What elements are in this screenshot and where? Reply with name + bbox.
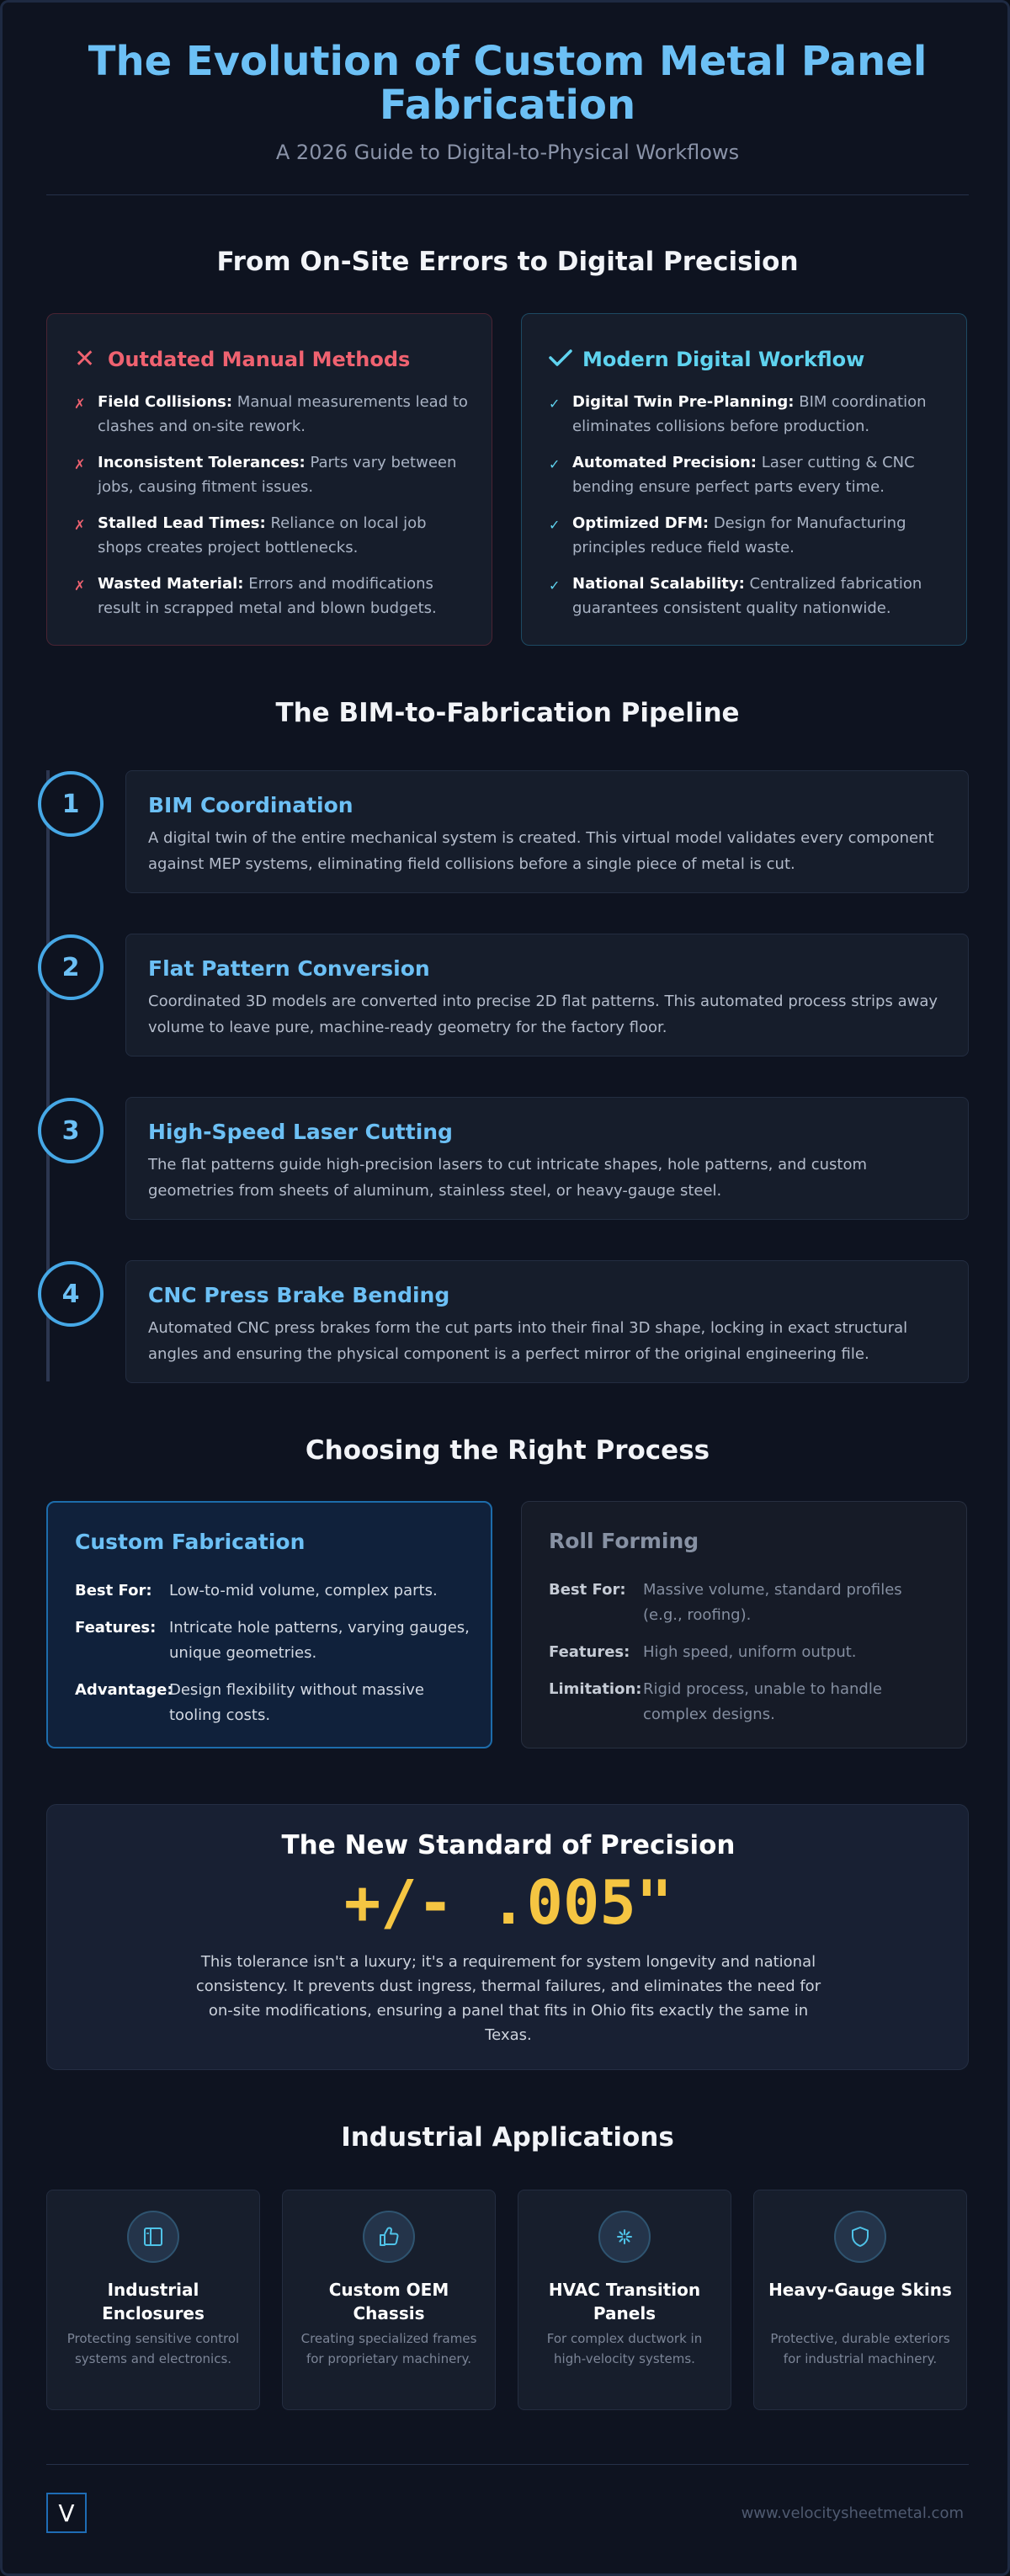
footer-divider [46,2464,969,2465]
check-mark-icon: ✓ [549,577,561,593]
header-divider [46,194,969,195]
digital-workflow-heading: Modern Digital Workflow [582,347,865,371]
process-row: Limitation: Rigid process, unable to handle complex designs. [549,1680,882,1723]
precision-value: +/- .005" [343,1867,673,1938]
pipeline-step-card [125,1260,969,1383]
step-title: Flat Pattern Conversion [148,956,430,981]
thumbs-up-icon [363,2211,415,2263]
precision-description: This tolerance isn't a luxury; it's a requirement for system longevity and national consistency. It prevents dust ingress, thermal failures, and eliminates the need for on-site modifications, ensuring a panel that fits in Ohio fits exactly the same in Texas. [195,1953,821,2044]
application-title: Heavy-Gauge Skins [768,2280,952,2300]
step-description: Automated CNC press brakes form the cut parts into their final 3D shape, locking in exact structural angles and ensuring the physical component is a perfect mirror of the original engineering file. [148,1319,908,1363]
manual-methods-heading: Outdated Manual Methods [108,347,411,371]
page-title-line1: The Evolution of Custom Metal Panel [88,38,928,85]
step-number: 3 [38,1098,104,1163]
pipeline-step-card [125,1097,969,1220]
enclosure-icon [127,2211,179,2263]
application-card [46,2190,260,2410]
process-section-title: Choosing the Right Process [305,1435,710,1466]
x-mark-icon: ✗ [74,396,86,412]
page-title-line2: Fabrication [379,82,636,129]
process-row: Features: Intricate hole patterns, varying gauges, unique geometries. [75,1619,470,1662]
step-number: 1 [38,771,104,837]
list-item: ✓ Digital Twin Pre-Planning: BIM coordination eliminates collisions before production. [549,390,944,439]
step-description: The flat patterns guide high-precision lasers to cut intricate shapes, hole patterns, and custom geometries from sheets of aluminum, stainless steel, or heavy-gauge steel. [148,1156,867,1200]
custom-fabrication-title: Custom Fabrication [75,1530,306,1554]
page-subtitle: A 2026 Guide to Digital-to-Physical Workflows [275,141,740,164]
custom-fabrication-card [46,1501,492,1748]
list-item: ✗ Wasted Material: Errors and modifications result in scrapped metal and blown budgets. [74,572,470,620]
shield-icon [834,2211,886,2263]
x-mark-icon: ✗ [74,517,86,533]
list-item: ✓ Optimized DFM: Design for Manufacturing principles reduce field waste. [549,511,944,560]
step-number: 4 [38,1261,104,1327]
applications-section-title: Industrial Applications [341,2122,674,2153]
step-title: CNC Press Brake Bending [148,1283,450,1307]
list-item: ✓ Automated Precision: Laser cutting & CNC bending ensure perfect parts every time. [549,450,944,499]
digital-workflow-card [521,313,967,646]
x-icon: ✕ [74,344,96,374]
roll-forming-title: Roll Forming [549,1529,699,1553]
application-card [282,2190,496,2410]
manual-methods-list [74,390,470,632]
precision-card [46,1804,969,2070]
process-row: Best For: Massive volume, standard profiles (e.g., roofing). [549,1581,902,1624]
application-title: HVAC Transition Panels [548,2280,701,2323]
process-row: Advantage: Design flexibility without massive tooling costs. [75,1681,424,1724]
page-title [3,40,1010,127]
application-description: For complex ductwork in high-velocity systems. [546,2331,703,2366]
x-mark-icon: ✗ [74,577,86,593]
pipeline-section-title: The BIM-to-Fabrication Pipeline [275,698,740,728]
snowflake-icon [598,2211,651,2263]
application-card [753,2190,967,2410]
footer-url[interactable]: www.velocitysheetmetal.com [741,2504,964,2522]
comparison-section-title: From On-Site Errors to Digital Precision [216,247,799,277]
application-title: Custom OEM Chassis [328,2280,449,2323]
step-description: Coordinated 3D models are converted into precise 2D flat patterns. This automated process strips away volume to leave pure, machine-ready geometry for the factory floor. [148,993,938,1036]
process-row: Best For: Low-to-mid volume, complex parts. [75,1582,438,1599]
check-mark-icon: ✓ [549,517,561,533]
check-mark-icon: ✓ [549,456,561,472]
application-description: Creating specialized frames for proprietary machinery. [300,2331,477,2366]
roll-forming-card [521,1501,967,1748]
step-number: 2 [38,934,104,1000]
application-card [518,2190,731,2410]
step-title: High-Speed Laser Cutting [148,1120,453,1144]
precision-title: The New Standard of Precision [281,1830,736,1860]
application-description: Protective, durable exteriors for industrial machinery. [770,2331,950,2366]
list-item: ✓ National Scalability: Centralized fabrication guarantees consistent quality nationwide. [549,572,944,620]
digital-workflow-list [549,390,944,632]
application-title: Industrial Enclosures [102,2280,205,2323]
check-icon [549,344,582,374]
x-mark-icon: ✗ [74,456,86,472]
list-item: ✗ Inconsistent Tolerances: Parts vary between jobs, causing fitment issues. [74,450,470,499]
list-item: ✗ Stalled Lead Times: Reliance on local job shops creates project bottlenecks. [74,511,470,560]
application-description: Protecting sensitive control systems and electronics. [66,2331,240,2366]
brand-logo: V [46,2493,87,2533]
pipeline-step-card [125,934,969,1056]
check-mark-icon: ✓ [549,396,561,412]
pipeline-step-card [125,770,969,893]
step-title: BIM Coordination [148,793,354,817]
list-item: ✗ Field Collisions: Manual measurements lead to clashes and on-site rework. [74,390,470,439]
step-description: A digital twin of the entire mechanical system is created. This virtual model validates every component against MEP systems, eliminating field collisions before a single piece of metal is cut. [148,829,934,873]
process-row: Features: High speed, uniform output. [549,1643,857,1661]
manual-methods-card [46,313,492,646]
